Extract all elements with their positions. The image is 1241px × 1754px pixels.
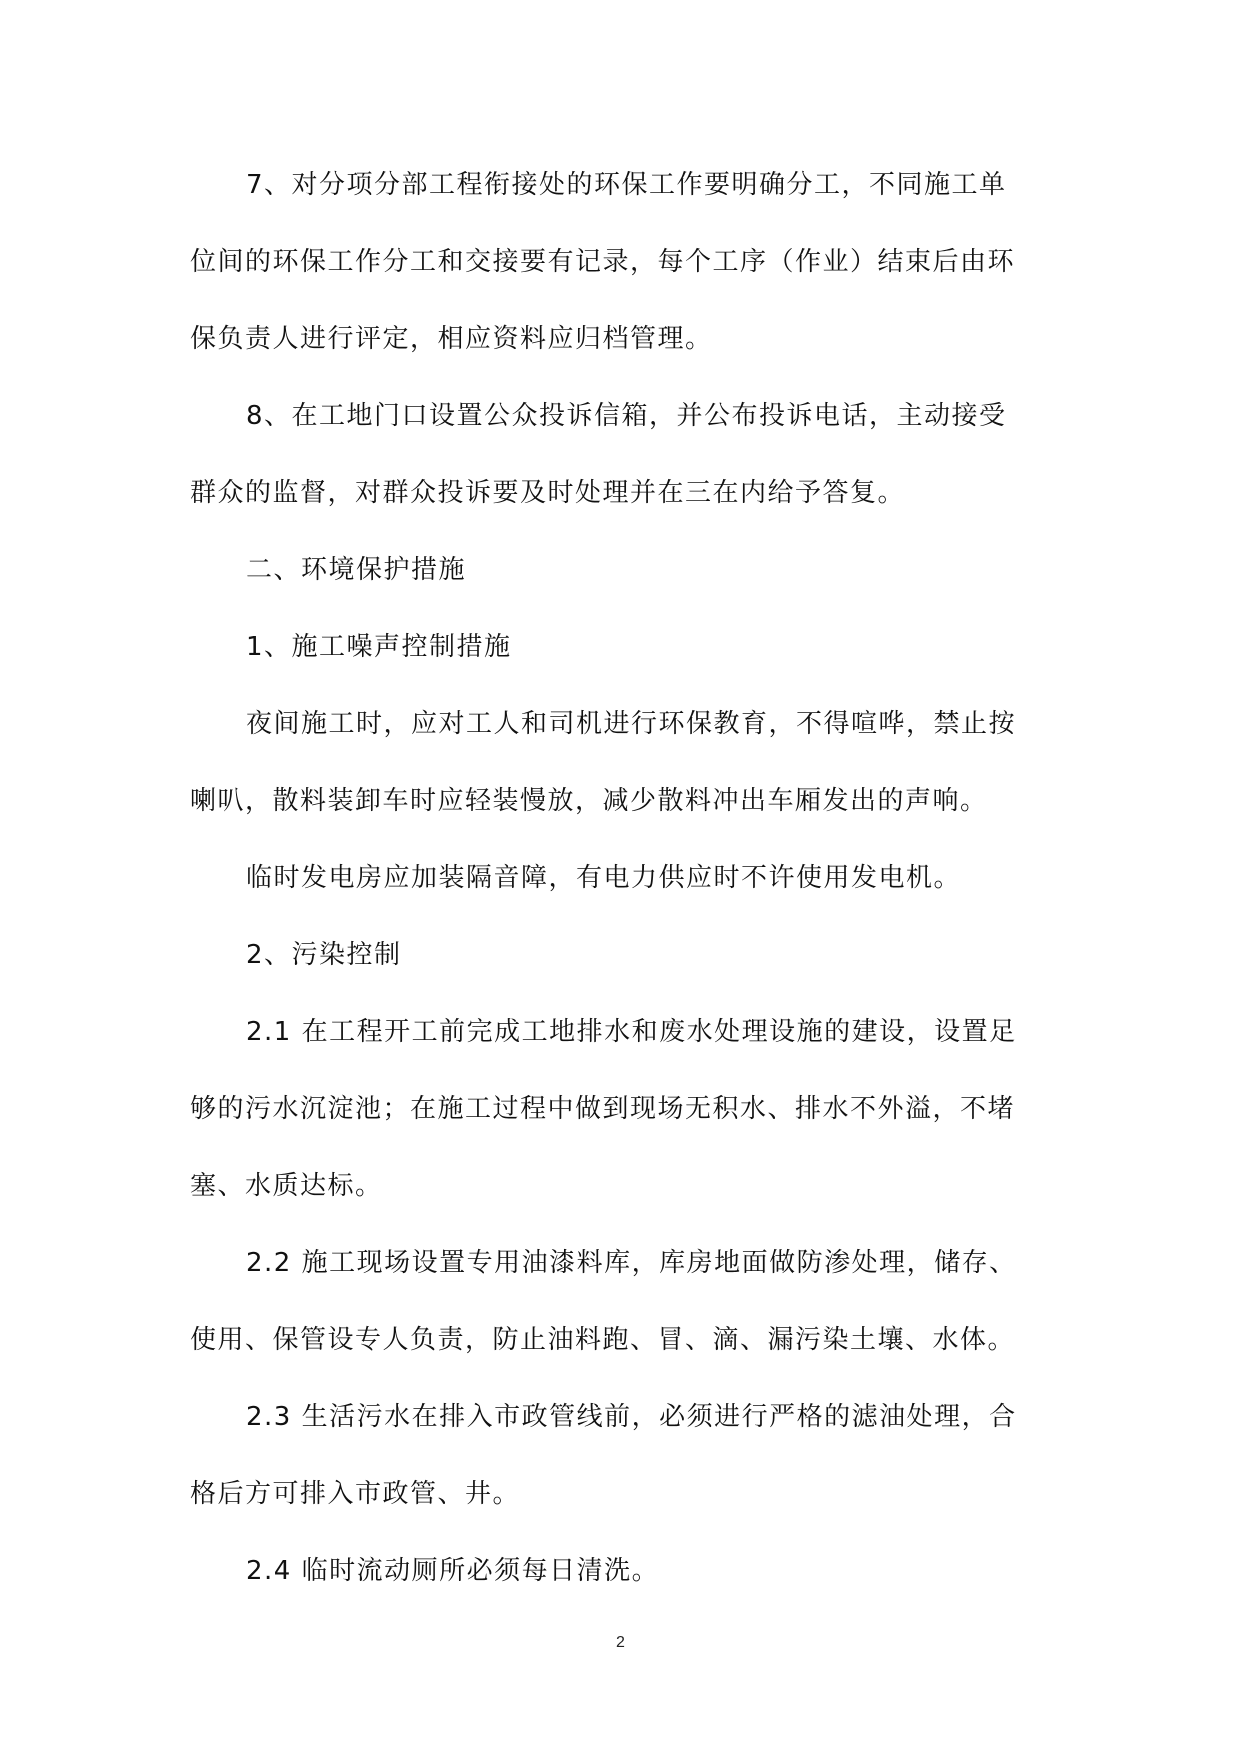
- paragraph-line: 够的污水沉淀池；在施工过程中做到现场无积水、排水不外溢，不堵: [190, 1094, 1016, 1124]
- subsection-heading: 1、施工噪声控制措施: [246, 632, 512, 662]
- paragraph-line: 7、对分项分部工程衔接处的环保工作要明确分工，不同施工单: [246, 170, 1007, 200]
- paragraph-line: 使用、保管设专人负责，防止油料跑、冒、滴、漏污染土壤、水体。: [190, 1325, 1016, 1355]
- paragraph-line: 8、在工地门口设置公众投诉信箱，并公布投诉电话，主动接受: [246, 401, 1007, 431]
- section-heading: 二、环境保护措施: [246, 555, 467, 585]
- paragraph-line: 2.2 施工现场设置专用油漆料库，库房地面做防渗处理，储存、: [246, 1248, 1017, 1278]
- paragraph-line: 2.4 临时流动厕所必须每日清洗。: [246, 1556, 660, 1586]
- subsection-heading-pollution: [190, 917, 1060, 994]
- paragraph-2-4: [190, 1533, 1060, 1610]
- paragraph-2-3: [190, 1379, 1060, 1533]
- paragraph-line: 喇叭，散料装卸车时应轻装慢放，减少散料冲出车厢发出的声响。: [190, 786, 988, 816]
- section-heading-environment: [190, 532, 1060, 609]
- paragraph-line: 2.3 生活污水在排入市政管线前，必须进行严格的滤油处理，合: [246, 1402, 1017, 1432]
- paragraph-line: 格后方可排入市政管、井。: [190, 1479, 521, 1509]
- paragraph-line: 2.1 在工程开工前完成工地排水和废水处理设施的建设，设置足: [246, 1017, 1017, 1047]
- paragraph-line: 塞、水质达标。: [190, 1171, 383, 1201]
- paragraph-2-2: [190, 1225, 1060, 1379]
- page-number: 2: [616, 1634, 625, 1651]
- subsection-heading: 2、污染控制: [246, 940, 402, 970]
- paragraph-8: [190, 378, 1060, 532]
- paragraph-7: [190, 147, 1060, 378]
- paragraph-line: 夜间施工时，应对工人和司机进行环保教育，不得喧哗，禁止按: [246, 709, 1017, 739]
- document-body: [190, 147, 1060, 1610]
- paragraph-line: 位间的环保工作分工和交接要有记录，每个工序（作业）结束后由环: [190, 247, 1016, 277]
- paragraph-line: 保负责人进行评定，相应资料应归档管理。: [190, 324, 713, 354]
- paragraph-2-1: [190, 994, 1060, 1225]
- paragraph-line: 临时发电房应加装隔音障，有电力供应时不许使用发电机。: [246, 863, 962, 893]
- paragraph-line: 群众的监督，对群众投诉要及时处理并在三在内给予答复。: [190, 478, 906, 508]
- subsection-heading-noise: [190, 609, 1060, 686]
- paragraph-generator: [190, 840, 1060, 917]
- paragraph-night-work: [190, 686, 1060, 840]
